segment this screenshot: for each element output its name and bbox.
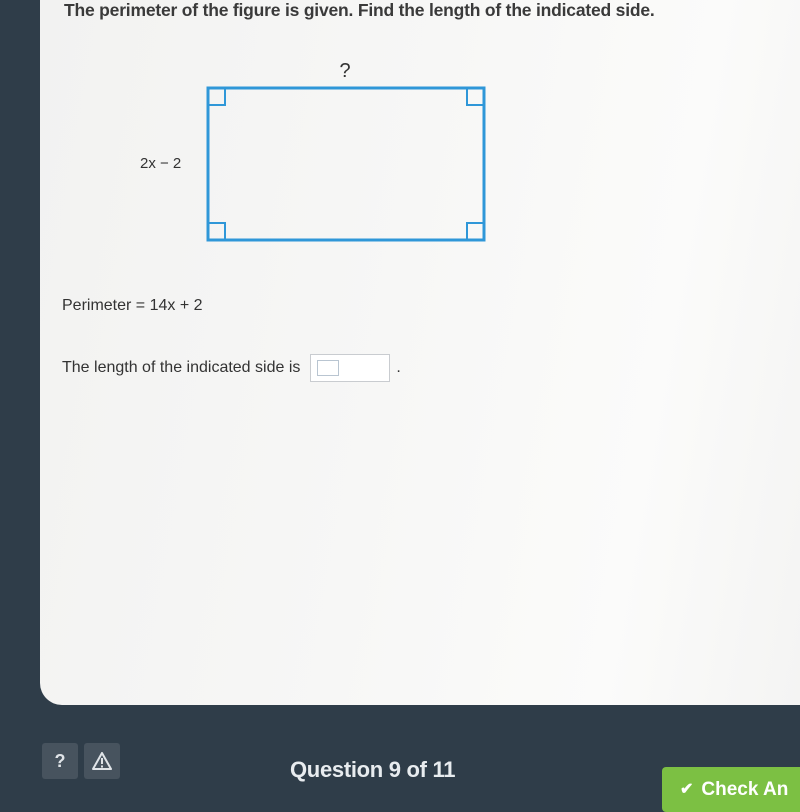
answer-prompt: The length of the indicated side is: [62, 359, 301, 376]
top-side-label: ?: [339, 60, 351, 82]
footer-bar: [0, 705, 800, 800]
right-angle-marker-bottom-right: [467, 223, 484, 240]
input-placeholder-box: [317, 360, 339, 376]
rectangle-shape: [208, 88, 484, 240]
left-side-label: 2x − 2: [140, 155, 182, 172]
rectangle-figure: [80, 40, 520, 260]
warning-icon: [92, 752, 112, 770]
question-panel: [40, 0, 800, 705]
answer-line: [62, 354, 401, 382]
help-label: ?: [54, 750, 66, 771]
answer-input[interactable]: [310, 354, 390, 382]
report-button[interactable]: [84, 743, 120, 779]
right-angle-marker-top-left: [208, 88, 225, 105]
help-button[interactable]: [42, 743, 78, 779]
question-counter: Question 9 of 11: [290, 757, 456, 782]
check-answer-label: Check An: [701, 779, 789, 800]
question-instruction: The perimeter of the figure is given. Find the length of the indicated side.: [64, 0, 655, 20]
perimeter-text: Perimeter = 14x + 2: [62, 297, 203, 314]
answer-period: .: [396, 359, 401, 376]
right-angle-marker-top-right: [467, 88, 484, 105]
checkmark-icon: ✔: [680, 781, 694, 798]
right-angle-marker-bottom-left: [208, 223, 225, 240]
check-answer-button[interactable]: [662, 767, 800, 812]
